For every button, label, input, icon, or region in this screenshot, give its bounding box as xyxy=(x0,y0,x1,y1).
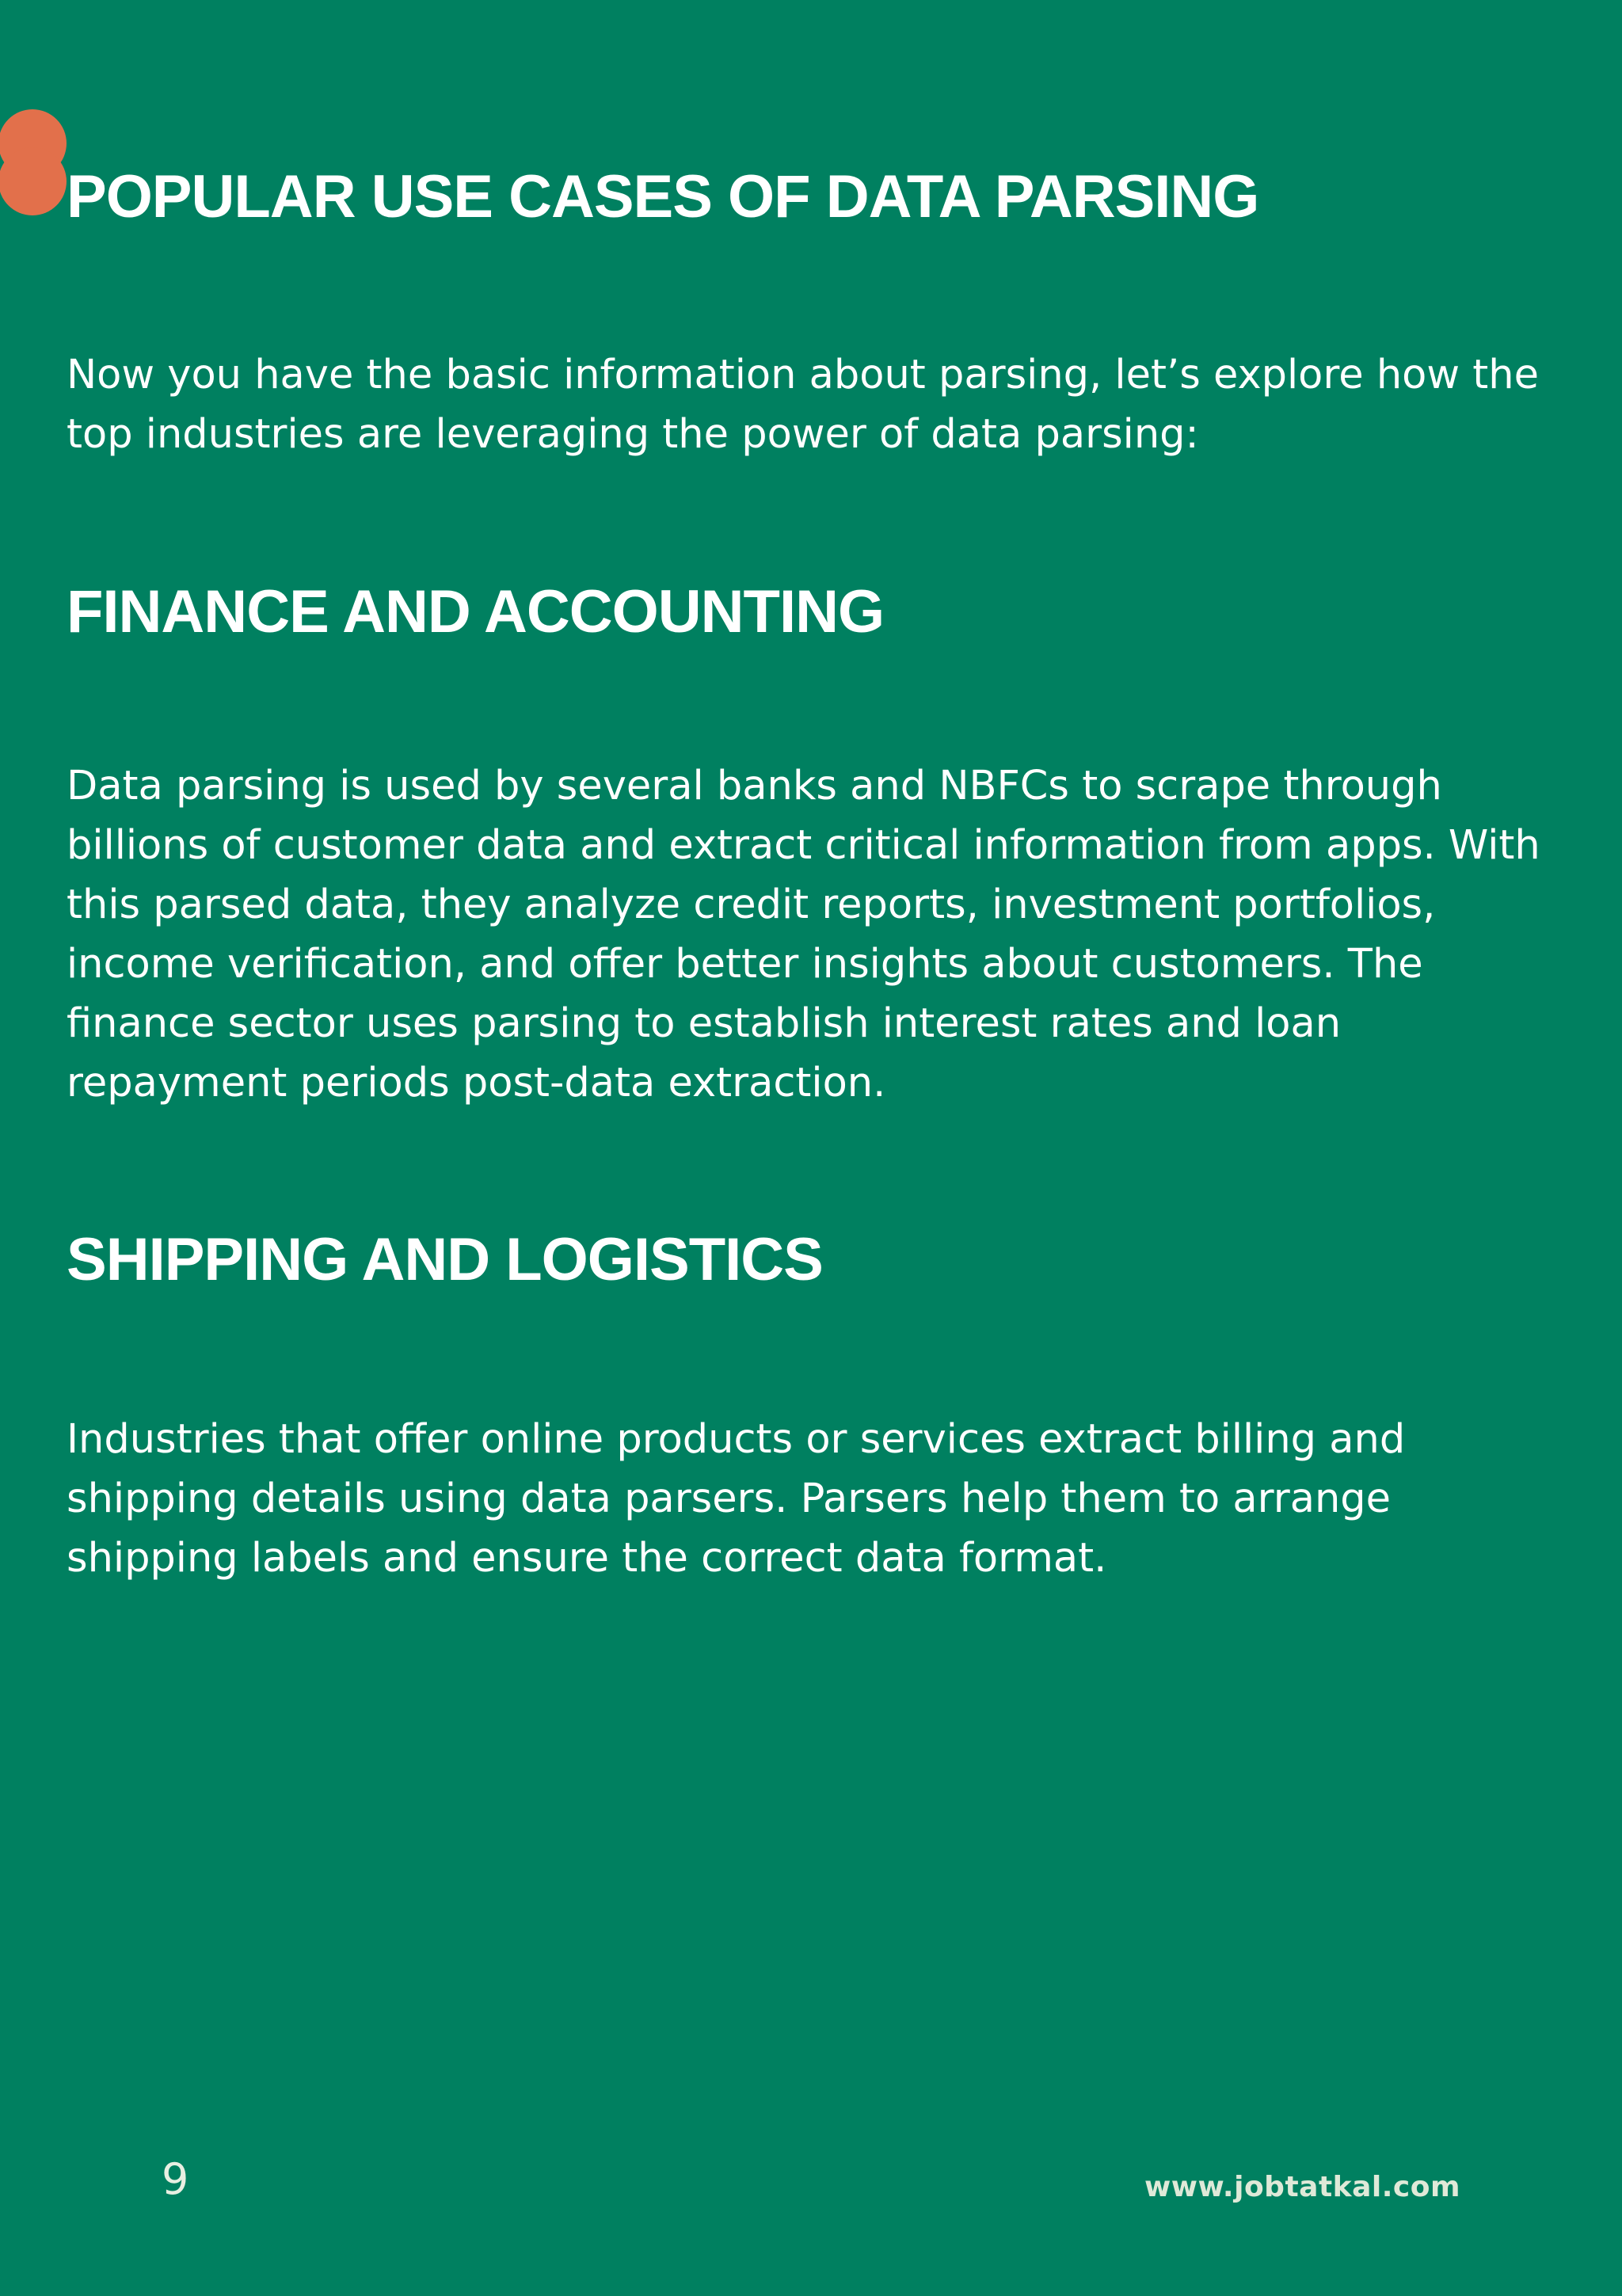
page-title: POPULAR USE CASES OF DATA PARSING xyxy=(67,163,1259,230)
decorative-dot xyxy=(0,147,67,215)
page-number: 9 xyxy=(162,2154,189,2204)
section-body-finance: Data parsing is used by several banks and NBFCs to scrape through billions of customer data and extract critical information from apps. With this parsed data, they analyze credit reports, investment portfolios, income verification, and offer better insights about customers. The finance sector uses parsing to establish interest rates and loan repayment periods post-data extraction. xyxy=(67,763,1540,1106)
section-heading-finance: FINANCE AND ACCOUNTING xyxy=(67,578,885,645)
section-body-shipping: Industries that offer online products or services extract billing and shipping details using data parsers. Parsers help them to arrange shipping labels and ensure the correct data format. xyxy=(67,1416,1406,1582)
intro-paragraph: Now you have the basic information about parsing, let’s explore how the top industries are leveraging the power of data parsing: xyxy=(67,352,1539,458)
website-link[interactable]: www.jobtatkal.com xyxy=(1144,2171,1460,2203)
section-heading-shipping: SHIPPING AND LOGISTICS xyxy=(67,1226,823,1293)
